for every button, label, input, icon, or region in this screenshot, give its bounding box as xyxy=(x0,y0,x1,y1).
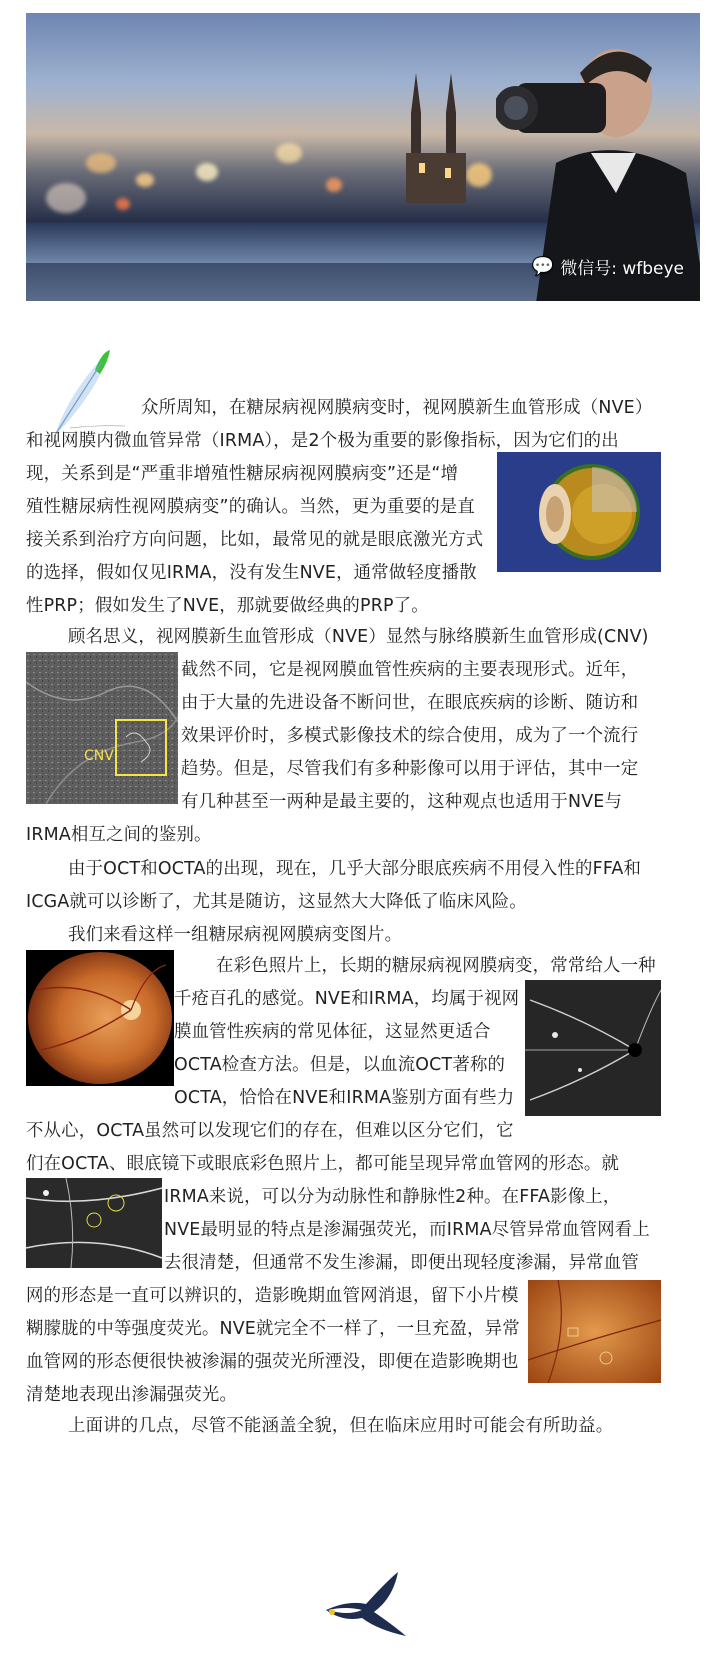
text-line: 和视网膜内微血管异常（IRMA），是2个极为重要的影像指标，因为它们的出 xyxy=(26,431,619,451)
paragraph-3 xyxy=(26,853,700,919)
text-line: 有几种甚至一两种是最主要的，这种观点也适用于NVE与 xyxy=(181,792,623,812)
text-line: 上面讲的几点，尽管不能涵盖全貌，但在临床应用时可能会有所助益。 xyxy=(68,1416,614,1436)
swallow-bird-icon xyxy=(318,1570,408,1640)
text-line: 血管网的形态便很快被渗漏的强荧光所湮没，即便在造影晚期也 xyxy=(26,1352,519,1372)
eyeball-model-image xyxy=(497,452,661,572)
text-line: IRMA来说，可以分为动脉性和静脉性2种。在FFA影像上， xyxy=(164,1187,621,1207)
hero-image xyxy=(26,13,700,301)
text-line: 在彩色照片上，长期的糖尿病视网膜病变，常常给人一种 xyxy=(216,956,656,976)
cathedral-silhouette xyxy=(401,73,471,203)
text-line: 顾名思义，视网膜新生血管形成（NVE）显然与脉络膜新生血管形成(CNV) xyxy=(68,627,649,647)
text-line: 趋势。但是，尽管我们有多种影像可以用于评估，其中一定 xyxy=(181,759,639,779)
text-line: OCTA，恰恰在NVE和IRMA鉴别方面有些力 xyxy=(174,1088,515,1108)
text-line: IRMA相互之间的鉴别。 xyxy=(26,825,212,845)
text-line: 接关系到治疗方向问题，比如，最常见的就是眼底激光方式 xyxy=(26,530,484,550)
paragraph-4 xyxy=(26,919,700,952)
text-line: 截然不同，它是视网膜血管性疾病的主要表现形式。近年， xyxy=(181,660,639,680)
text-line: 去很清楚，但通常不发生渗漏，即便出现轻度渗漏，异常血管 xyxy=(164,1253,639,1273)
cnv-octa-image xyxy=(26,652,178,804)
fundus-detail-image xyxy=(528,1280,661,1383)
text-line: 现，关系到是“严重非增殖性糖尿病视网膜病变”还是“增 xyxy=(26,464,459,484)
text-line: 膜血管性疾病的常见体征，这显然更适合 xyxy=(174,1022,491,1042)
text-line: 糊朦胧的中等强度荧光。NVE就完全不一样了，一旦充盈，异常 xyxy=(26,1319,520,1339)
text-line: 由于OCT和OCTA的出现，现在，几乎大部分眼底疾病不用侵入性的FFA和 xyxy=(68,859,642,879)
text-line: 网的形态是一直可以辨识的，造影晚期血管网消退，留下小片模 xyxy=(26,1286,519,1306)
text-line: NVE最明显的特点是渗漏强荧光，而IRMA尽管异常血管网看上 xyxy=(164,1220,650,1240)
text-line: 我们来看这样一组糖尿病视网膜病变图片。 xyxy=(68,925,403,945)
text-line: OCTA检查方法。但是，以血流OCT著称的 xyxy=(174,1055,506,1075)
text-line: 不从心，OCTA虽然可以发现它们的存在，但难以区分它们，它 xyxy=(26,1121,514,1141)
paragraph-6 xyxy=(26,1410,700,1443)
wechat-icon: 💬 xyxy=(531,256,555,277)
text-line: 千疮百孔的感觉。NVE和IRMA，均属于视网 xyxy=(174,989,520,1009)
wechat-watermark: 💬 微信号: wfbeye xyxy=(531,256,684,279)
text-line: ICGA就可以诊断了，尤其是随访，这显然大大降低了临床风险。 xyxy=(26,892,527,912)
text-line: 众所周知，在糖尿病视网膜病变时，视网膜新生血管形成（NVE） xyxy=(141,398,653,418)
text-line: 性PRP；假如发生了NVE，那就要做经典的PRP了。 xyxy=(26,596,429,616)
text-line: 殖性糖尿病性视网膜病变”的确认。当然，更为重要的是直 xyxy=(26,497,475,517)
text-line: 效果评价时，多模式影像技术的综合使用，成为了一个流行 xyxy=(181,726,639,746)
ffa-detail-image xyxy=(26,1178,162,1268)
text-line: 的选择，假如仅见IRMA，没有发生NVE，通常做轻度播散 xyxy=(26,563,477,583)
text-line: 清楚地表现出渗漏强荧光。 xyxy=(26,1385,238,1405)
text-line: 们在OCTA、眼底镜下或眼底彩色照片上，都可能呈现异常血管网的形态。就 xyxy=(26,1154,620,1174)
text-line: 由于大量的先进设备不断问世，在眼底疾病的诊断、随访和 xyxy=(181,693,639,713)
cnv-label: CNV xyxy=(84,748,114,764)
